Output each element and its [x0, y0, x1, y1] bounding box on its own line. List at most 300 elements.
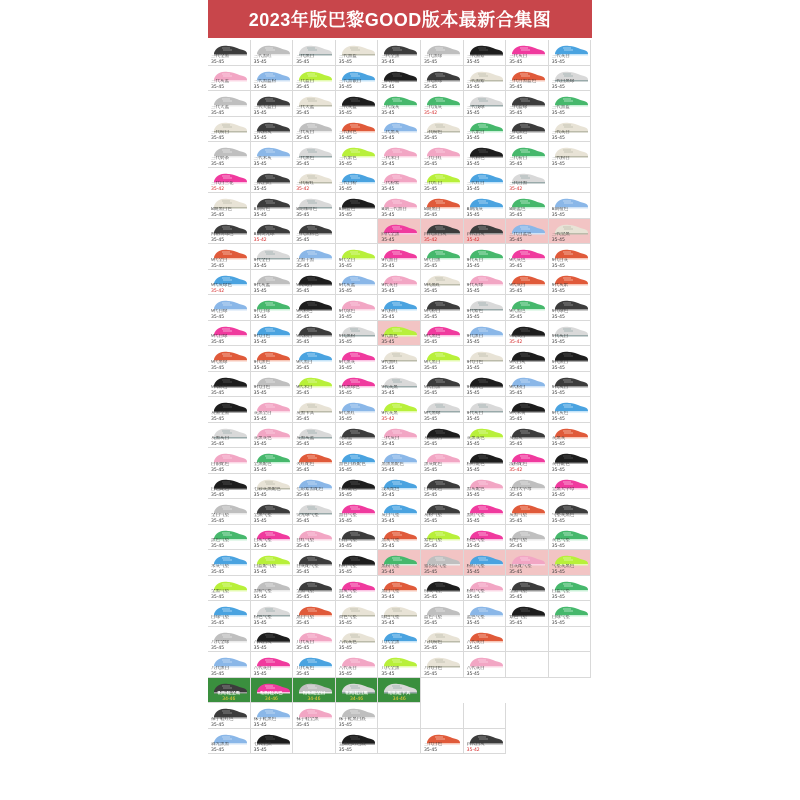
- catalog-row: [208, 142, 592, 168]
- product-name: 9代灰白: [509, 334, 526, 339]
- product-size: 35-45: [466, 161, 480, 167]
- product-name: 绿色气垫: [381, 614, 400, 620]
- product-name: 9代粉白: [424, 308, 441, 314]
- product-size: 35-45: [253, 544, 267, 549]
- product-cell: [293, 117, 336, 143]
- product-name: 9代灰蓝: [253, 283, 270, 288]
- catalog-row: [208, 91, 592, 117]
- product-name: 三代灰白: [509, 53, 528, 59]
- product-cell: [464, 244, 507, 270]
- product-name: 9代灰蓝: [338, 283, 356, 288]
- product-size: 35-42: [296, 187, 310, 192]
- product-size: 35-45: [424, 595, 438, 600]
- product-cell: [549, 142, 592, 168]
- product-name: 9代灰白: [551, 334, 569, 339]
- product-size: 35-45: [296, 340, 310, 345]
- product-name: 三代米灰: [253, 155, 272, 161]
- product-cell: [378, 652, 421, 678]
- product-cell: [251, 550, 294, 576]
- product-name: 三代白黑绿: [551, 79, 575, 84]
- product-name: 全黑大字母: [551, 487, 575, 492]
- product-cell: [506, 270, 549, 296]
- product-cell: [293, 525, 336, 551]
- product-size: 35-45: [296, 110, 310, 116]
- product-cell: [251, 678, 294, 704]
- product-size: 35-45: [381, 646, 395, 651]
- product-cell: [208, 168, 251, 194]
- product-cell: [421, 270, 464, 296]
- empty-cell: [378, 729, 421, 755]
- product-name: 9代灰紫: [551, 283, 569, 288]
- product-size: 35-45: [551, 85, 565, 90]
- product-name: 八代灰白: [466, 640, 485, 645]
- product-name: 灰黑灰: [551, 436, 566, 441]
- product-cell: [251, 168, 294, 194]
- product-size: 35-45: [466, 442, 480, 447]
- product-size: 35-45: [424, 518, 438, 524]
- product-size: 35-45: [381, 59, 395, 65]
- product-size: 35-45: [509, 442, 523, 447]
- product-cell: [421, 295, 464, 321]
- product-cell: [208, 729, 251, 755]
- product-size: 35-45: [338, 110, 352, 116]
- product-size: 35-45: [211, 263, 225, 269]
- product-cell: [464, 372, 507, 398]
- product-size: 35-45: [509, 620, 523, 626]
- product-cell: [208, 397, 251, 423]
- product-name: 灰白配色: [551, 461, 570, 467]
- product-cell: [208, 295, 251, 321]
- product-name: 8期粉色: [253, 206, 270, 212]
- product-size: 35-45: [211, 748, 225, 753]
- product-cell: [464, 321, 507, 347]
- product-size: 35-45: [381, 620, 395, 626]
- product-name: 9代黑白: [466, 334, 483, 339]
- product-name: 9代黑色: [509, 308, 526, 314]
- catalog-row: [208, 372, 592, 398]
- product-name: 黑粉气垫: [253, 589, 272, 594]
- product-cell: [421, 219, 464, 245]
- product-size: 35-45: [211, 85, 225, 90]
- product-cell: [208, 601, 251, 627]
- product-size: 35-45: [338, 289, 352, 294]
- product-size: 35-45: [253, 85, 267, 90]
- product-size: 35-45: [253, 493, 267, 498]
- product-size: 35-42: [211, 289, 225, 294]
- product-cell: [251, 729, 294, 755]
- product-size: 35-45: [381, 187, 395, 192]
- product-name: 帕帕鞋全黑: [217, 691, 241, 696]
- product-name: 三代浅灰: [381, 104, 400, 110]
- product-name: 紫色气垫: [509, 614, 528, 620]
- product-name: 白灰气垫: [253, 538, 272, 543]
- product-name: 9代白色: [466, 385, 483, 390]
- product-cell: [378, 219, 421, 245]
- product-size: 35-45: [338, 442, 352, 447]
- product-size: 35-45: [253, 748, 267, 753]
- product-size: 35-45: [338, 722, 352, 728]
- product-name: 9代黑色: [424, 334, 441, 339]
- product-name: 全白气垫: [211, 512, 229, 518]
- product-name: 黑白气垫: [338, 512, 357, 518]
- product-size: 35-45: [253, 59, 267, 65]
- product-name: 粉色气垫: [509, 538, 528, 543]
- product-name: 八代白色: [424, 665, 442, 671]
- product-name: 帕帕鞋全白: [302, 691, 326, 696]
- product-size: 35-45: [424, 365, 438, 371]
- product-name: 三代白红: [253, 181, 272, 186]
- product-size: 35-45: [466, 467, 480, 473]
- product-cell: [464, 627, 507, 653]
- product-cell: [251, 321, 294, 347]
- product-cell: [293, 499, 336, 525]
- product-size: 35-45: [338, 569, 352, 575]
- product-name: 黑红气垫: [466, 512, 485, 518]
- product-name: 三代黑紫: [466, 53, 485, 59]
- product-cell: [421, 321, 464, 347]
- product-name: 黑色白底配色: [338, 461, 366, 467]
- catalog-row: [208, 295, 592, 321]
- product-cell: [251, 142, 294, 168]
- product-cell: [378, 601, 421, 627]
- catalog-row: [208, 66, 592, 92]
- product-name: 三代灰蓝: [211, 79, 229, 84]
- product-cell: [336, 499, 379, 525]
- product-cell: [549, 66, 592, 92]
- product-cell: [251, 652, 294, 678]
- product-cell: [251, 295, 294, 321]
- product-name: 粉红气垫: [466, 589, 485, 594]
- product-cell: [208, 499, 251, 525]
- product-cell: [293, 40, 336, 66]
- product-name: 网格黄绿色: [211, 232, 234, 237]
- product-name: 帕帕鞋米色: [260, 691, 283, 696]
- product-size: 35-45: [253, 442, 267, 447]
- product-size: 35-45: [338, 187, 352, 192]
- product-name: 9代绿色: [338, 308, 356, 314]
- product-cell: [336, 652, 379, 678]
- product-name: 三代紫色: [338, 155, 357, 161]
- product-size: 34-46: [222, 697, 236, 702]
- product-cell: [464, 193, 507, 219]
- product-cell: [506, 474, 549, 500]
- product-size: 35-45: [466, 136, 480, 141]
- product-size: 35-45: [466, 59, 480, 65]
- product-cell: [208, 321, 251, 347]
- product-size: 35-45: [253, 416, 267, 422]
- product-name: 9代黑色: [253, 359, 270, 365]
- product-size: 35-45: [381, 110, 395, 116]
- product-size: 35-45: [211, 467, 225, 473]
- product-size: 35-45: [211, 646, 225, 651]
- product-cell: [549, 525, 592, 551]
- product-size: 35-45: [253, 595, 267, 600]
- product-name: 白绿气垫: [551, 614, 570, 620]
- product-name: 灰黑灰蓝: [296, 436, 315, 441]
- product-cell: [464, 295, 507, 321]
- product-cell: [421, 66, 464, 92]
- catalog-row: [208, 474, 592, 500]
- product-cell: [378, 142, 421, 168]
- product-size: 35-45: [381, 569, 395, 575]
- product-cell: [421, 372, 464, 398]
- product-cell: [378, 525, 421, 551]
- product-size: 35-45: [253, 569, 267, 575]
- product-size: 35-45: [338, 85, 352, 90]
- product-cell: [208, 703, 251, 729]
- catalog-row: [208, 168, 592, 194]
- product-size: 35-45: [296, 671, 310, 677]
- product-cell: [378, 678, 421, 704]
- product-size: 35-45: [211, 314, 225, 320]
- product-cell: [293, 219, 336, 245]
- product-size: 35-42: [424, 238, 438, 243]
- product-cell: [251, 525, 294, 551]
- product-name: 三代黑银白: [338, 79, 362, 84]
- product-size: 35-42: [509, 187, 523, 192]
- product-name: 8期咖啡色: [296, 206, 318, 212]
- product-cell: [506, 601, 549, 627]
- product-cell: [506, 372, 549, 398]
- product-cell: [506, 91, 549, 117]
- product-size: 35-45: [296, 569, 310, 575]
- product-name: 灰粉气垫: [424, 512, 442, 518]
- product-name: 9代灰白: [381, 283, 398, 288]
- product-name: 9代白绿: [211, 334, 228, 339]
- product-size: 35-45: [551, 365, 565, 371]
- product-cell: [464, 66, 507, 92]
- product-size: 35-45: [253, 289, 267, 294]
- product-name: 火红配色: [296, 461, 315, 467]
- product-size: 35-45: [296, 722, 310, 728]
- catalog-row: [208, 397, 592, 423]
- product-size: 35-45: [466, 595, 480, 600]
- product-cell: [378, 321, 421, 347]
- product-cell: [336, 91, 379, 117]
- product-name: 八代黑白: [211, 665, 229, 671]
- product-size: 35-45: [253, 391, 267, 396]
- product-cell: [251, 499, 294, 525]
- empty-cell: [293, 729, 336, 755]
- product-name: 蓝色气垫: [466, 614, 485, 620]
- product-cell: [293, 474, 336, 500]
- product-name: 二代黑灰: [381, 130, 400, 135]
- product-name: 八代灰白: [253, 665, 272, 671]
- product-cell: [336, 678, 379, 704]
- product-name: 黑灰气垫: [381, 538, 400, 543]
- product-name: 三代黑绿: [424, 53, 442, 59]
- product-size: 35-45: [509, 161, 523, 167]
- product-name: 9代黑粉: [338, 334, 356, 339]
- product-size: 35-45: [424, 391, 438, 396]
- product-cell: [421, 601, 464, 627]
- product-cell: [421, 550, 464, 576]
- product-name: 黄色气垫: [338, 614, 357, 620]
- product-name: 9代灰白: [509, 283, 526, 288]
- product-size: 35-45: [211, 569, 225, 575]
- product-name: 三代白黑: [509, 181, 528, 186]
- product-name: 灰黑蓝: [338, 436, 353, 441]
- product-name: 三代灰白: [381, 436, 400, 441]
- product-size: 35-45: [253, 314, 267, 320]
- product-size: 35-42: [253, 238, 267, 243]
- product-size: 35-45: [551, 263, 565, 269]
- product-name: 9代粉白: [296, 334, 313, 339]
- product-cell: [378, 40, 421, 66]
- product-size: 35-45: [296, 314, 310, 320]
- product-name: 四代白灰: [466, 232, 485, 237]
- product-size: 35-45: [338, 59, 352, 65]
- product-name: 白蓝配气垫: [253, 563, 277, 569]
- product-name: 二代粉色: [424, 130, 442, 135]
- product-size: 35-45: [424, 646, 438, 651]
- product-name: 9代全白: [338, 257, 356, 263]
- product-cell: [293, 193, 336, 219]
- product-name: 四代白灰: [466, 742, 485, 747]
- catalog-row: [208, 448, 592, 474]
- product-size: 35-45: [338, 518, 352, 524]
- product-cell: [293, 66, 336, 92]
- product-name: 白灰配色: [424, 487, 442, 492]
- product-cell: [378, 244, 421, 270]
- product-size: 35-45: [338, 671, 352, 677]
- product-size: 35-45: [253, 722, 267, 728]
- product-size: 35-45: [424, 544, 438, 549]
- empty-cell: [549, 168, 592, 194]
- product-cell: [506, 346, 549, 372]
- product-cell: [506, 117, 549, 143]
- product-cell: [336, 729, 379, 755]
- product-name: 9代白色: [253, 334, 270, 339]
- product-cell: [208, 372, 251, 398]
- product-cell: [293, 652, 336, 678]
- product-size: 35-45: [211, 620, 225, 626]
- product-cell: [464, 397, 507, 423]
- product-name: 三代蓝白: [296, 79, 315, 84]
- product-name: 全黑气垫: [296, 589, 315, 594]
- product-size: 35-45: [211, 671, 225, 677]
- product-name: 灰黑全黑: [211, 410, 229, 416]
- product-cell: [208, 66, 251, 92]
- product-name: 三代天蓝: [296, 104, 315, 110]
- product-name: 黑灰配色: [424, 461, 442, 467]
- product-name: 三代灰白: [551, 53, 570, 59]
- product-cell: [506, 576, 549, 602]
- product-name: 全黑气垫: [509, 589, 528, 594]
- catalog-sheet: [208, 0, 592, 800]
- product-cell: [336, 423, 379, 449]
- product-name: 9代灰绿色: [211, 283, 232, 288]
- product-name: 9代黑红: [381, 359, 398, 365]
- product-name: 灰色气垫: [551, 538, 570, 543]
- product-name: 紫色气垫: [424, 538, 442, 543]
- product-size: 35-45: [381, 289, 395, 294]
- product-cell: [293, 576, 336, 602]
- product-name: 白红气垫: [296, 538, 315, 543]
- product-size: 35-45: [424, 161, 438, 167]
- catalog-row: [208, 576, 592, 602]
- product-cell: [336, 372, 379, 398]
- product-size: 35-45: [211, 391, 225, 396]
- product-size: 35-45: [253, 161, 267, 167]
- product-size: 35-45: [509, 595, 523, 600]
- product-cell: [464, 652, 507, 678]
- product-name: 9代白黑: [424, 385, 441, 390]
- product-size: 35-45: [253, 671, 267, 677]
- product-cell: [506, 397, 549, 423]
- product-name: 三代米白: [381, 155, 400, 161]
- product-cell: [336, 576, 379, 602]
- product-size: 35-45: [338, 493, 352, 498]
- product-cell: [549, 321, 592, 347]
- product-name: 9代米黄: [509, 410, 526, 416]
- product-size: 35-45: [551, 110, 565, 116]
- product-name: 八代灰色: [338, 640, 357, 645]
- product-size: 35-42: [466, 748, 480, 753]
- product-name: 米灰气垫: [211, 563, 229, 569]
- product-name: 全白大字母: [509, 487, 532, 492]
- product-cell: [506, 244, 549, 270]
- product-size: 35-45: [211, 136, 225, 141]
- product-name: 三代黑粉色: [296, 232, 319, 237]
- catalog-row: [208, 244, 592, 270]
- product-size: 35-45: [296, 365, 310, 371]
- product-size: 35-45: [509, 212, 523, 218]
- empty-cell: [506, 627, 549, 653]
- product-name: 八代全绿: [211, 640, 229, 645]
- product-name: 黑黑黑配色: [381, 461, 404, 467]
- product-name: 三代奶茶: [211, 155, 229, 161]
- product-size: 35-45: [381, 212, 395, 218]
- product-name: 全黑配色: [253, 461, 272, 467]
- product-cell: [421, 397, 464, 423]
- product-cell: [549, 40, 592, 66]
- product-size: 35-45: [466, 187, 480, 192]
- product-cell: [421, 729, 464, 755]
- product-cell: [378, 576, 421, 602]
- product-cell: [549, 448, 592, 474]
- catalog-row: [208, 423, 592, 449]
- product-name: 黑灰配色: [466, 487, 485, 492]
- product-size: 35-45: [381, 238, 395, 243]
- product-size: 35-45: [253, 620, 267, 626]
- product-size: 35-45: [551, 620, 565, 626]
- product-cell: [506, 321, 549, 347]
- product-size: 35-45: [253, 340, 267, 345]
- product-name: 三代紫白: [466, 130, 485, 135]
- product-name: 浅粉配色: [509, 461, 528, 467]
- product-size: 35-45: [424, 340, 438, 345]
- product-cell: [378, 474, 421, 500]
- product-cell: [464, 474, 507, 500]
- product-size: 35-45: [381, 136, 395, 141]
- product-name: 9代黑灰: [338, 359, 356, 365]
- product-cell: [506, 295, 549, 321]
- product-size: 35-45: [211, 110, 225, 116]
- product-cell: [421, 627, 464, 653]
- product-name: 八代全黑: [381, 640, 400, 645]
- product-name: 四代全黑: [381, 232, 400, 237]
- product-name: 三代红白: [466, 181, 485, 186]
- product-size: 35-45: [509, 59, 523, 65]
- product-name: 袜子鞋黑白底: [338, 716, 366, 722]
- product-name: 灰白气垫: [381, 512, 400, 518]
- product-cell: [464, 346, 507, 372]
- product-name: 袜子鞋红色: [211, 716, 234, 722]
- product-cell: [378, 295, 421, 321]
- product-size: 35-45: [296, 620, 310, 626]
- product-size: 35-45: [211, 544, 225, 549]
